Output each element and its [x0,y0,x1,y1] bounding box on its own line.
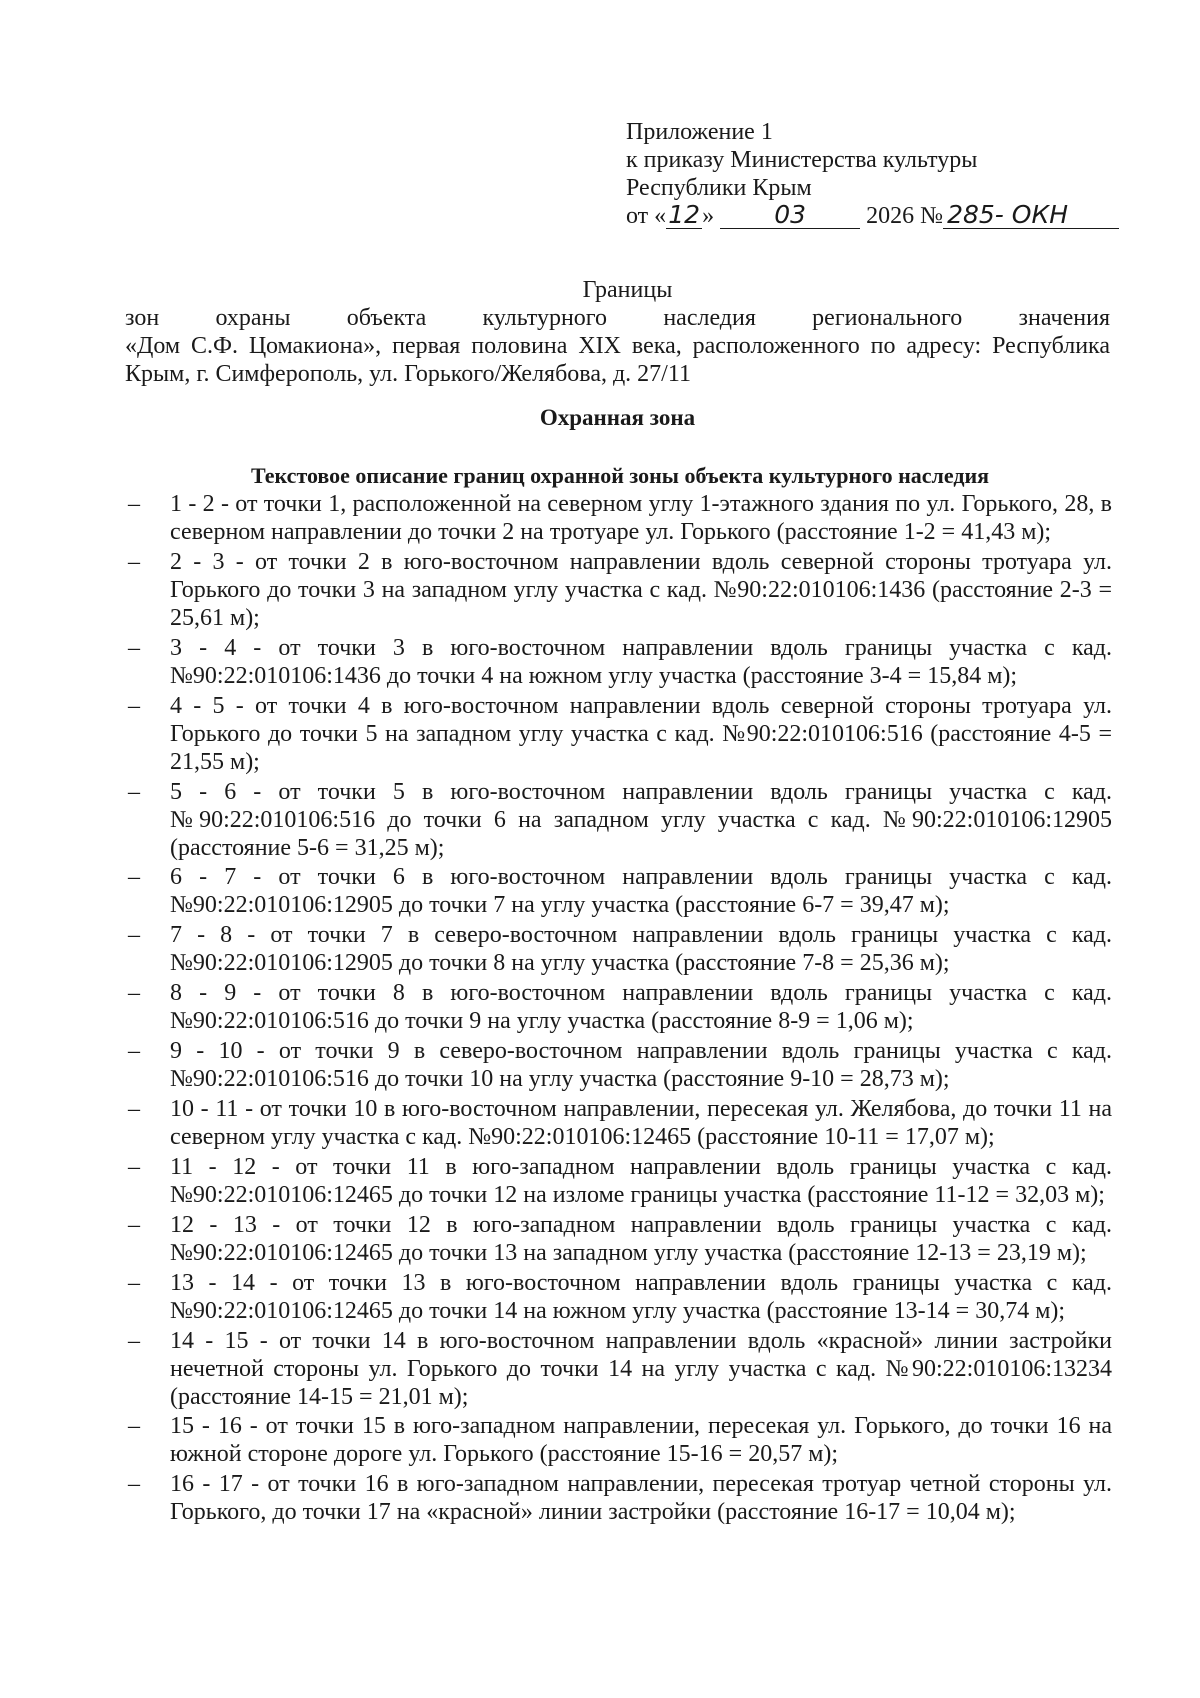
title-object-description: «Дом С.Ф. Цомакиона», первая половина XIX века, расположенного по адресу: Республика Крым, г. Симферополь, ул. Горького/Желябова, д. 27/11 [125,333,1110,387]
bullet-dash: – [128,980,140,1007]
list-item [122,490,1112,546]
list-item-text: 11 - 12 - от точки 11 в юго-западном направлении вдоль границы участка с кад. №90:22:010106:12465 до точки 12 на изломе границы участка (расстояние 11-12 = 32,03 м); [170,1153,1112,1208]
zone-heading: Охранная зона [539,405,696,430]
list-item [122,634,1112,690]
title-first-line: зон охраны объекта культурного наследия регионального значения [125,305,1110,331]
order-number-field [943,200,1119,229]
bullet-dash: – [128,491,140,517]
bullet-dash: – [128,922,140,949]
list-item [122,863,1112,919]
appendix-line-1: Приложение 1 [626,119,773,145]
appendix-date-line [626,202,1146,230]
list-item [122,1095,1112,1151]
list-item [122,692,1112,776]
list-item [122,1211,1112,1267]
list-item-text: 6 - 7 - от точки 6 в юго-восточном направлении вдоль границы участка с кад. №90:22:010106:12905 до точки 7 на углу участка (расстояние 6-7 = 39,47 м); [170,864,1112,919]
list-item-text: 7 - 8 - от точки 7 в северо-восточном направлении вдоль границы участка с кад. №90:22:010106:12905 до точки 8 на углу участка (расстояние 7-8 = 25,36 м); [170,922,1112,977]
order-number-handwritten: 285- ОКН [947,200,1068,229]
list-item [122,1037,1112,1093]
list-item-text: 1 - 2 - от точки 1, расположенной на северном углу 1-этажного здания по ул. Горького, 28, в северном направлении до точки 2 на тротуаре ул. Горького (расстояние 1-2 = 41,43 м); [170,491,1112,545]
bullet-dash: – [128,1153,140,1180]
bullet-dash: – [128,1096,140,1123]
date-month-handwritten: 03 [774,200,807,229]
list-item [122,1269,1112,1325]
appendix-header [626,118,1146,230]
list-item-text: 8 - 9 - от точки 8 в юго-восточном направлении вдоль границы участка с кад. №90:22:010106:516 до точки 9 на углу участка (расстояние 8-9 = 1,06 м); [170,980,1112,1035]
bullet-dash: – [128,1038,140,1065]
list-item [122,778,1112,862]
date-month-field [720,200,860,229]
date-day-field [666,200,702,229]
date-day-close: » [702,203,715,229]
list-item-text: 14 - 15 - от точки 14 в юго-восточном направлении вдоль «красной» линии застройки нечетной стороны ул. Горького до точки 14 на углу участка с кад. №90:22:010106:13234 (расстояние 14-15 = 21,01 м); [170,1327,1112,1410]
description-heading: Текстовое описание границ охранной зоны объекта культурного наследия [250,463,990,488]
boundary-description-list [122,490,1112,1528]
appendix-line-3: Республики Крым [626,175,812,201]
list-item-text: 12 - 13 - от точки 12 в юго-западном направлении вдоль границы участка с кад. №90:22:010106:12465 до точки 13 на западном углу участка (расстояние 12-13 = 23,19 м); [170,1211,1112,1266]
list-item-text: 9 - 10 - от точки 9 в северо-восточном направлении вдоль границы участка с кад. №90:22:010106:516 до точки 10 на углу участка (расстояние 9-10 = 28,73 м); [170,1038,1112,1093]
appendix-line-2: к приказу Министерства культуры [626,147,978,173]
bullet-dash: – [128,1211,140,1238]
list-item-text: 16 - 17 - от точки 16 в юго-западном направлении, пересекая тротуар четной стороны ул. Горького, до точки 17 на «красной» линии застройки (расстояние 16-17 = 10,04 м); [170,1471,1112,1526]
bullet-dash: – [128,1413,140,1440]
list-item-text: 10 - 11 - от точки 10 в юго-восточном направлении, пересекая ул. Желябова, до точки 11 на северном углу участка с кад. №90:22:010106:12465 (расстояние 10-11 = 17,07 м); [170,1096,1112,1151]
bullet-dash: – [128,864,140,891]
list-item-text: 15 - 16 - от точки 15 в юго-западном направлении, пересекая ул. Горького, до точки 16 на южной стороне дороге ул. Горького (расстояние 15-16 = 20,57 м); [170,1413,1112,1468]
list-item [122,1470,1112,1526]
list-item [122,979,1112,1035]
list-item [122,548,1112,632]
list-item-text: 3 - 4 - от точки 3 в юго-восточном направлении вдоль границы участка с кад. №90:22:010106:1436 до точки 4 на южном углу участка (расстояние 3-4 = 15,84 м); [170,634,1112,689]
bullet-dash: – [128,692,140,719]
list-item [122,921,1112,977]
list-item-text: 2 - 3 - от точки 2 в юго-восточном направлении вдоль северной стороны тротуара ул. Горького до точки 3 на западном углу участка с кад. №90:22:010106:1436 (расстояние 2-3 = 25,61 м); [170,548,1112,631]
bullet-dash: – [128,1269,140,1296]
bullet-dash: – [128,548,140,575]
bullet-dash: – [128,634,140,661]
date-prefix: от « [626,203,667,229]
list-item-text: 13 - 14 - от точки 13 в юго-восточном направлении вдоль границы участка с кад. №90:22:010106:12465 до точки 14 на южном углу участка (расстояние 13-14 = 30,74 м); [170,1269,1112,1324]
list-item-text: 5 - 6 - от точки 5 в юго-восточном направлении вдоль границы участка с кад. №90:22:010106:516 до точки 6 на западном углу участка с кад. №90:22:010106:12905 (расстояние 5-6 = 31,25 м); [170,778,1112,861]
date-year-label: 2026 № [866,203,944,229]
document-title [125,276,1110,388]
bullet-dash: – [128,778,140,805]
list-item-text: 4 - 5 - от точки 4 в юго-восточном направлении вдоль северной стороны тротуара ул. Горького до точки 5 на западном углу участка с кад. №90:22:010106:516 (расстояние 4-5 = 21,55 м); [170,692,1112,775]
list-item [122,1412,1112,1468]
bullet-dash: – [128,1471,140,1498]
list-item [122,1153,1112,1209]
list-item [122,1327,1112,1411]
date-day-handwritten: 12 [668,200,701,229]
title-heading: Границы [582,277,673,303]
bullet-dash: – [128,1327,140,1354]
